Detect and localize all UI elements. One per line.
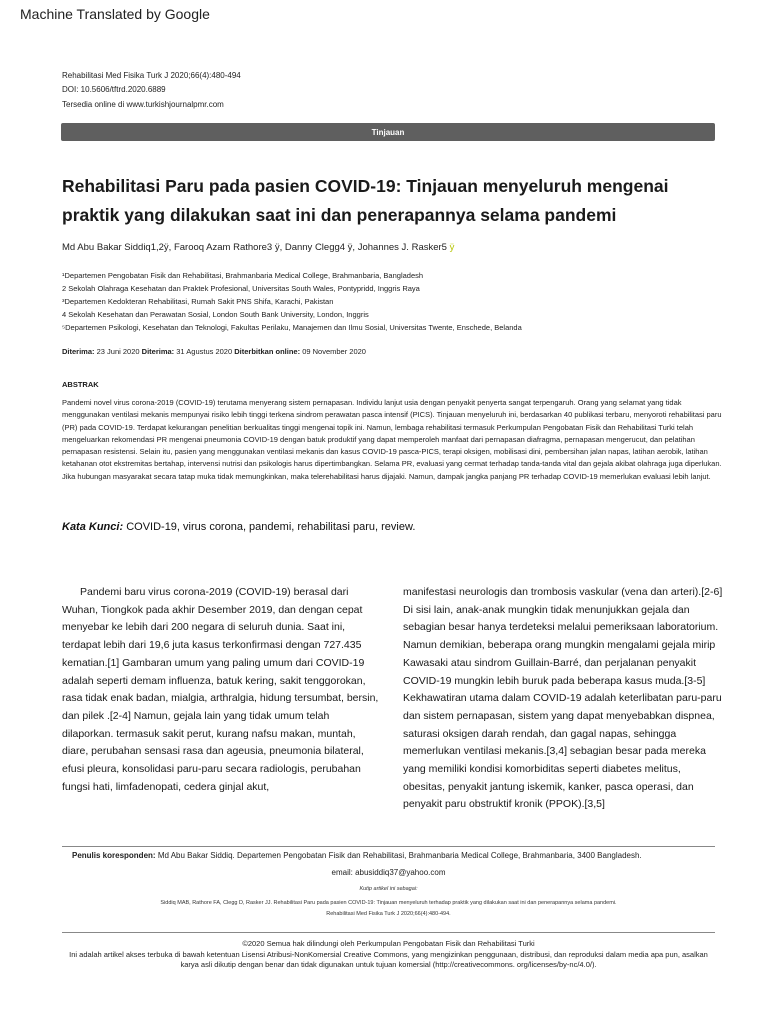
abstract-text: Pandemi novel virus corona-2019 (COVID-19) terutama menyerang sistem pernapasan. Individu lanjut usia dengan penyakit penyerta sangat terpengaruh. Orang yang selamat yang tidak menggunakan ventilasi mekanis mempunyai risiko lebih tinggi terkena sindrom perawatan pasca intensif (PICS). Tinjauan menyeluruh ini, berdasarkan 40 publikasi terbaru, menyoroti rehabilitasi paru (PR) pada COVID-19. Terdapat kekurangan penelitian berkualitas tinggi mengenai topik ini. Namun, lembaga rehabilitasi termasuk Perkumpulan Pengobatan Fisik dan Rehabilitasi Turki telah mengeluarkan rekomendasi PR mengenai pneumonia COVID-19 dengan batuk produktif yang dapat memperoleh manfaat dari pernapasan diafragma, pernapasan mengerucut, dan pelatihan pernapasan resistensi. Selain itu, pasien yang menggunakan ventilasi mekanis dan kasus COVID-19 pasca-PICS, terapi oksigen, mobilisasi dini, pembersihan jalan napas, latihan aerobik, latihan ketahanan otot ekstremitas bertahap, intervensi nutrisi dan psikologis harus dipertimbangkan. Selama PR, evaluasi yang cermat terhadap tanda-tanda vital dan gejala akibat olahraga juga diperlukan. Jika hubungan masyarakat secara tatap muka tidak memungkinkan, maka telerehabilitasi harus dijajaki. Namun, dampak jangka panjang PR terhadap COVID-19 memerlukan evaluasi lebih lanjut. [62,398,722,481]
author-names: Md Abu Bakar Siddiq1,2ÿ, Farooq Azam Rathore3 ÿ, Danny Clegg4 ÿ, Johannes J. Rasker5 [62,242,447,253]
published-date: 09 November 2020 [302,347,366,356]
keywords [62,521,415,533]
orcid-icon: ÿ [449,242,455,253]
corresponding-author [72,851,642,860]
affiliation-item: 2 Sekolah Olahraga Kesehatan dan Praktek Profesional, Universitas South Wales, Pontypridd, Inggris Raya [62,284,420,293]
affiliation-item: ³Departemen Kedokteran Rehabilitasi, Rumah Sakit PNS Shifa, Karachi, Pakistan [62,297,334,306]
keywords-label: Kata Kunci: [62,521,124,533]
article-title: Rehabilitasi Paru pada pasien COVID-19: Tinjauan menyeluruh mengenai praktik yang dilakukan saat ini dan penerapannya selama pandemi [62,176,669,225]
corresponding-author-text: Md Abu Bakar Siddiq. Departemen Pengobatan Fisik dan Rehabilitasi, Brahmanbaria Medical College, Brahmanbaria, 3400 Bangladesh. [157,851,642,860]
corresponding-author-label: Penulis koresponden: [72,851,156,860]
available-online-line: Tersedia online di www.turkishjournalpmr.com [62,100,224,109]
author-list [62,242,454,253]
affiliation-item: 4 Sekolah Kesehatan dan Perawatan Sosial, London South Bank University, London, Inggris [62,310,369,319]
accepted-label: Diterima: [141,347,175,356]
section-label-bar [61,123,715,141]
footer-divider [62,846,715,847]
cite-line: Rehabilitasi Med Fisika Turk J 2020;66(4):480-494. [326,911,451,917]
corresponding-email[interactable]: email: abusiddiq37@yahoo.com [331,868,446,877]
journal-citation-line: Rehabilitasi Med Fisika Turk J 2020;66(4):480-494 [62,71,241,80]
license-line: Ini adalah artikel akses terbuka di bawah ketentuan Lisensi Atribusi-NonKomersial Creative Commons, yang mengizinkan penggunaan, distribusi, dan reproduksi dalam media apa pun, asalkan [69,949,708,959]
cite-heading: Kutip artikel ini sebagai: [359,886,418,892]
received-date: 23 Juni 2020 [96,347,140,356]
machine-translation-banner: Machine Translated by Google [20,6,210,22]
doi-line: DOI: 10.5606/tftrd.2020.6889 [62,85,166,94]
abstract-heading: ABSTRAK [62,380,99,389]
published-label: Diterbitkan online: [234,347,301,356]
affiliations [62,269,522,334]
copyright-divider [62,932,715,933]
copyright-line: ©2020 Semua hak dilindungi oleh Perkumpulan Pengobatan Fisik dan Rehabilitasi Turki [242,939,535,948]
section-label: Tinjauan [371,127,405,137]
cite-line: Siddiq MAB, Rathore FA, Clegg D, Rasker JJ. Rehabilitasi Paru pada pasien COVID-19: Tinjauan menyeluruh terhadap praktik yang dilakukan saat ini dan penerapannya selama pandemi. [160,900,617,906]
body-column-left: Pandemi baru virus corona-2019 (COVID-19) berasal dari Wuhan, Tiongkok pada akhir Desember 2019, dan dengan cepat menyebar ke lebih dari 200 negara di seluruh dunia. Saat ini, terdapat lebih dari 19,6 juta kasus terkonfirmasi dengan 727.435 kematian.[1] Gambaran umum yang paling umum dari COVID-19 adalah seperti demam influenza, batuk kering, sakit tenggorokan, rasa tidak enak badan, mialgia, arthralgia, hidung tersumbat, bersin, dan pilek .[2-4] Namun, gejala lain yang tidak umum telah dilaporkan. termasuk sakit perut, kurang nafsu makan, muntah, diare, perubahan sensasi rasa dan ageusia, pneumonia bilateral, efusi pleura, konsolidasi paru-paru secara radiologis, perubahan fungsi hati, limfadenopati, cedera ginjal akut, [62,586,379,793]
license-line: karya asli dikutip dengan benar dan tidak digunakan untuk tujuan komersial (http://creativecommons. org/licenses/by-nc/4.0/). [180,960,597,969]
body-column-right: manifestasi neurologis dan trombosis vaskular (vena dan arteri).[2-6] Di sisi lain, anak-anak mungkin tidak menunjukkan gejala dan sebagian besar hanya terdeteksi melalui pemeriksaan laboratorium. Namun demikian, beberapa orang mungkin mengalami gejala mirip Kawasaki atau sindrom Guillain-Barré, dan perjalanan penyakit COVID-19 mungkin lebih buruk pada beberapa kasus muda.[3-5] Kekhawatiran utama dalam COVID-19 adalah keterlibatan paru-paru dan sistem pernapasan, sistem yang dapat menyebabkan dispnea, saturasi oksigen darah rendah, dan gagal napas, sehingga memerlukan ventilasi mekanis.[3,4] sebagian besar pada mereka yang memiliki kondisi komorbiditas seperti diabetes melitus, obesitas, penyakit jantung iskemik, kanker, pasca operasi, dan penyakit paru obstruktif kronik (PPOK).[3,5] [403,586,723,811]
affiliation-item: ¹Departemen Pengobatan Fisik dan Rehabilitasi, Brahmanbaria Medical College, Brahmanbaria, Bangladesh [62,271,424,280]
copyright-notice [62,939,715,971]
keywords-text: COVID-19, virus corona, pandemi, rehabilitasi paru, review. [126,521,416,533]
received-label: Diterima: [62,347,95,356]
affiliation-item: ⁵Departemen Psikologi, Kesehatan dan Teknologi, Fakultas Perilaku, Manajemen dan Ilmu Sosial, Universitas Twente, Enschede, Belanda [62,323,522,332]
accepted-date: 31 Agustus 2020 [176,347,233,356]
cite-text [62,898,715,920]
article-dates [62,347,366,356]
